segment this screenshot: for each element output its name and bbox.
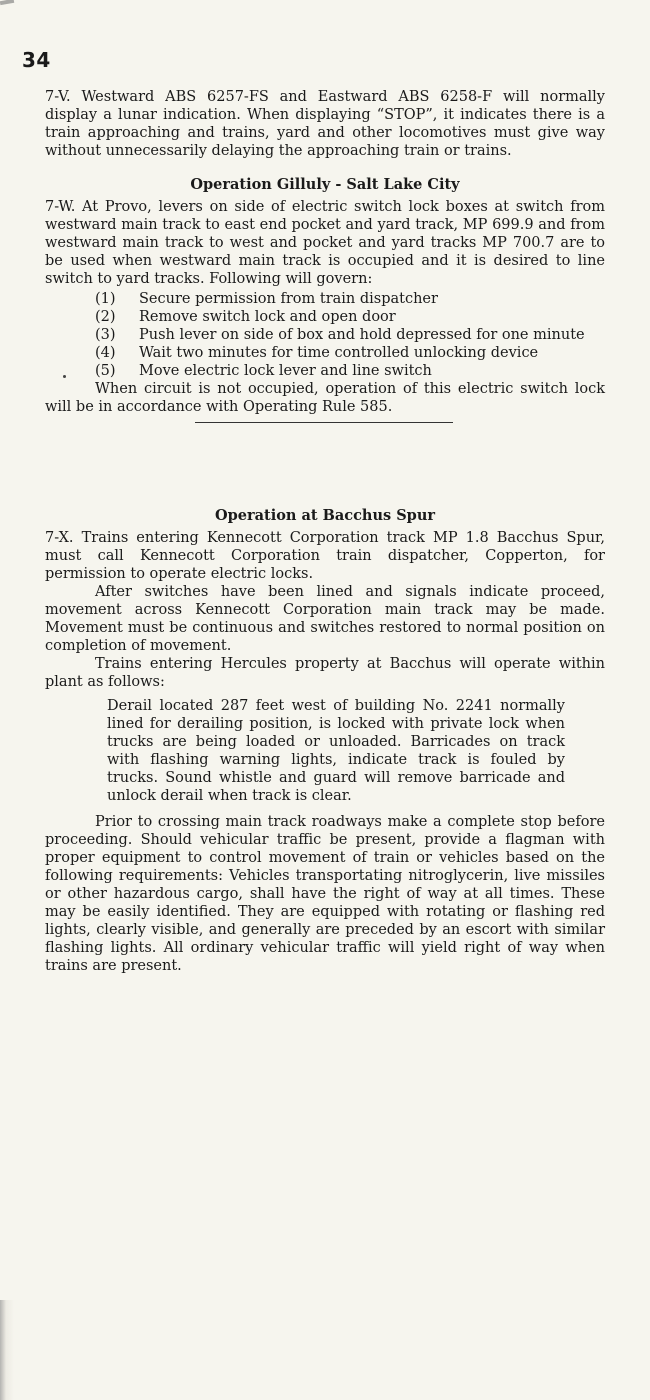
- list-item: [95, 362, 605, 380]
- heading-gilluly: Operation Gilluly - Salt Lake City: [190, 176, 460, 193]
- step-number: (1): [95, 291, 116, 307]
- paragraph-hercules: Trains entering Hercules property at Bacchus will operate within plant as follows:: [45, 656, 605, 690]
- page-number: 34: [22, 48, 51, 72]
- step-number: (2): [95, 309, 116, 325]
- list-item: [95, 308, 605, 326]
- paragraph-7v: 7-V. Westward ABS 6257-FS and Eastward ABS 6258-F will normally display a lunar indication. When displaying “STOP”, it indicates there is a train approaching and trains, yard and other locomotives must give way without unnecessarily delaying the approaching train or trains.: [45, 89, 605, 159]
- step-number: (3): [95, 327, 116, 343]
- paragraph-circuit: When circuit is not occupied, operation of this electric switch lock will be in accordance with Operating Rule 585.: [45, 381, 605, 415]
- list-item: [95, 344, 605, 362]
- paragraph-after-switches: After switches have been lined and signals indicate proceed, movement across Kennecott Corporation main track may be made. Movement must be continuous and switches restored to normal position on completion of movement.: [45, 584, 605, 654]
- procedure-steps-list: [95, 290, 605, 380]
- heading-bacchus: Operation at Bacchus Spur: [214, 507, 436, 524]
- stray-mark: [63, 375, 66, 378]
- step-text: Move electric lock lever and line switch: [139, 363, 432, 379]
- page-content: [45, 88, 605, 975]
- list-item: [95, 326, 605, 344]
- step-text: Remove switch lock and open door: [139, 309, 396, 325]
- blank-space: [45, 423, 605, 491]
- paragraph-derail: Derail located 287 feet west of building No. 2241 normally lined for derailing position, is locked with private lock when trucks are being loaded or unloaded. Barricades on track with flashing warning lights, indicate track is fouled by trucks. Sound whistle and guard will remove barricade and unlock derail when track is clear.: [107, 698, 565, 804]
- paragraph-prior-to-crossing: Prior to crossing main track roadways make a complete stop before proceeding. Should vehicular traffic be present, provide a flagman with proper equipment to control movement of train or vehicles based on the following requirements: Vehicles transportating nitroglycerin, live missiles or other hazardous cargo, shall have the right of way at all times. These may be easily identified. They are equipped with rotating or flashing red lights, clearly visible, and generally are preceded by an escort with similar flashing lights. All ordinary vehicular traffic will yield right of way when trains are present.: [45, 814, 605, 974]
- scan-corner-mark: [0, 0, 14, 5]
- step-text: Wait two minutes for time controlled unlocking device: [139, 345, 539, 361]
- step-text: Push lever on side of box and hold depressed for one minute: [139, 327, 585, 343]
- step-number: (4): [95, 345, 116, 361]
- step-text: Secure permission from train dispatcher: [139, 291, 438, 307]
- paragraph-7w: 7-W. At Provo, levers on side of electric switch lock boxes at switch from westward main track to east end pocket and yard track, MP 699.9 and from westward main track to west and pocket and yard tracks MP 700.7 are to be used when westward main track is occupied and it is desired to line switch to yard tracks. Following will govern:: [45, 199, 605, 287]
- list-item: [95, 290, 605, 308]
- scan-edge-shadow: [0, 1300, 30, 1400]
- step-number: (5): [95, 363, 116, 379]
- paragraph-7x: 7-X. Trains entering Kennecott Corporation track MP 1.8 Bacchus Spur, must call Kennecott Corporation train dispatcher, Copperton, for permission to operate electric locks.: [45, 530, 605, 582]
